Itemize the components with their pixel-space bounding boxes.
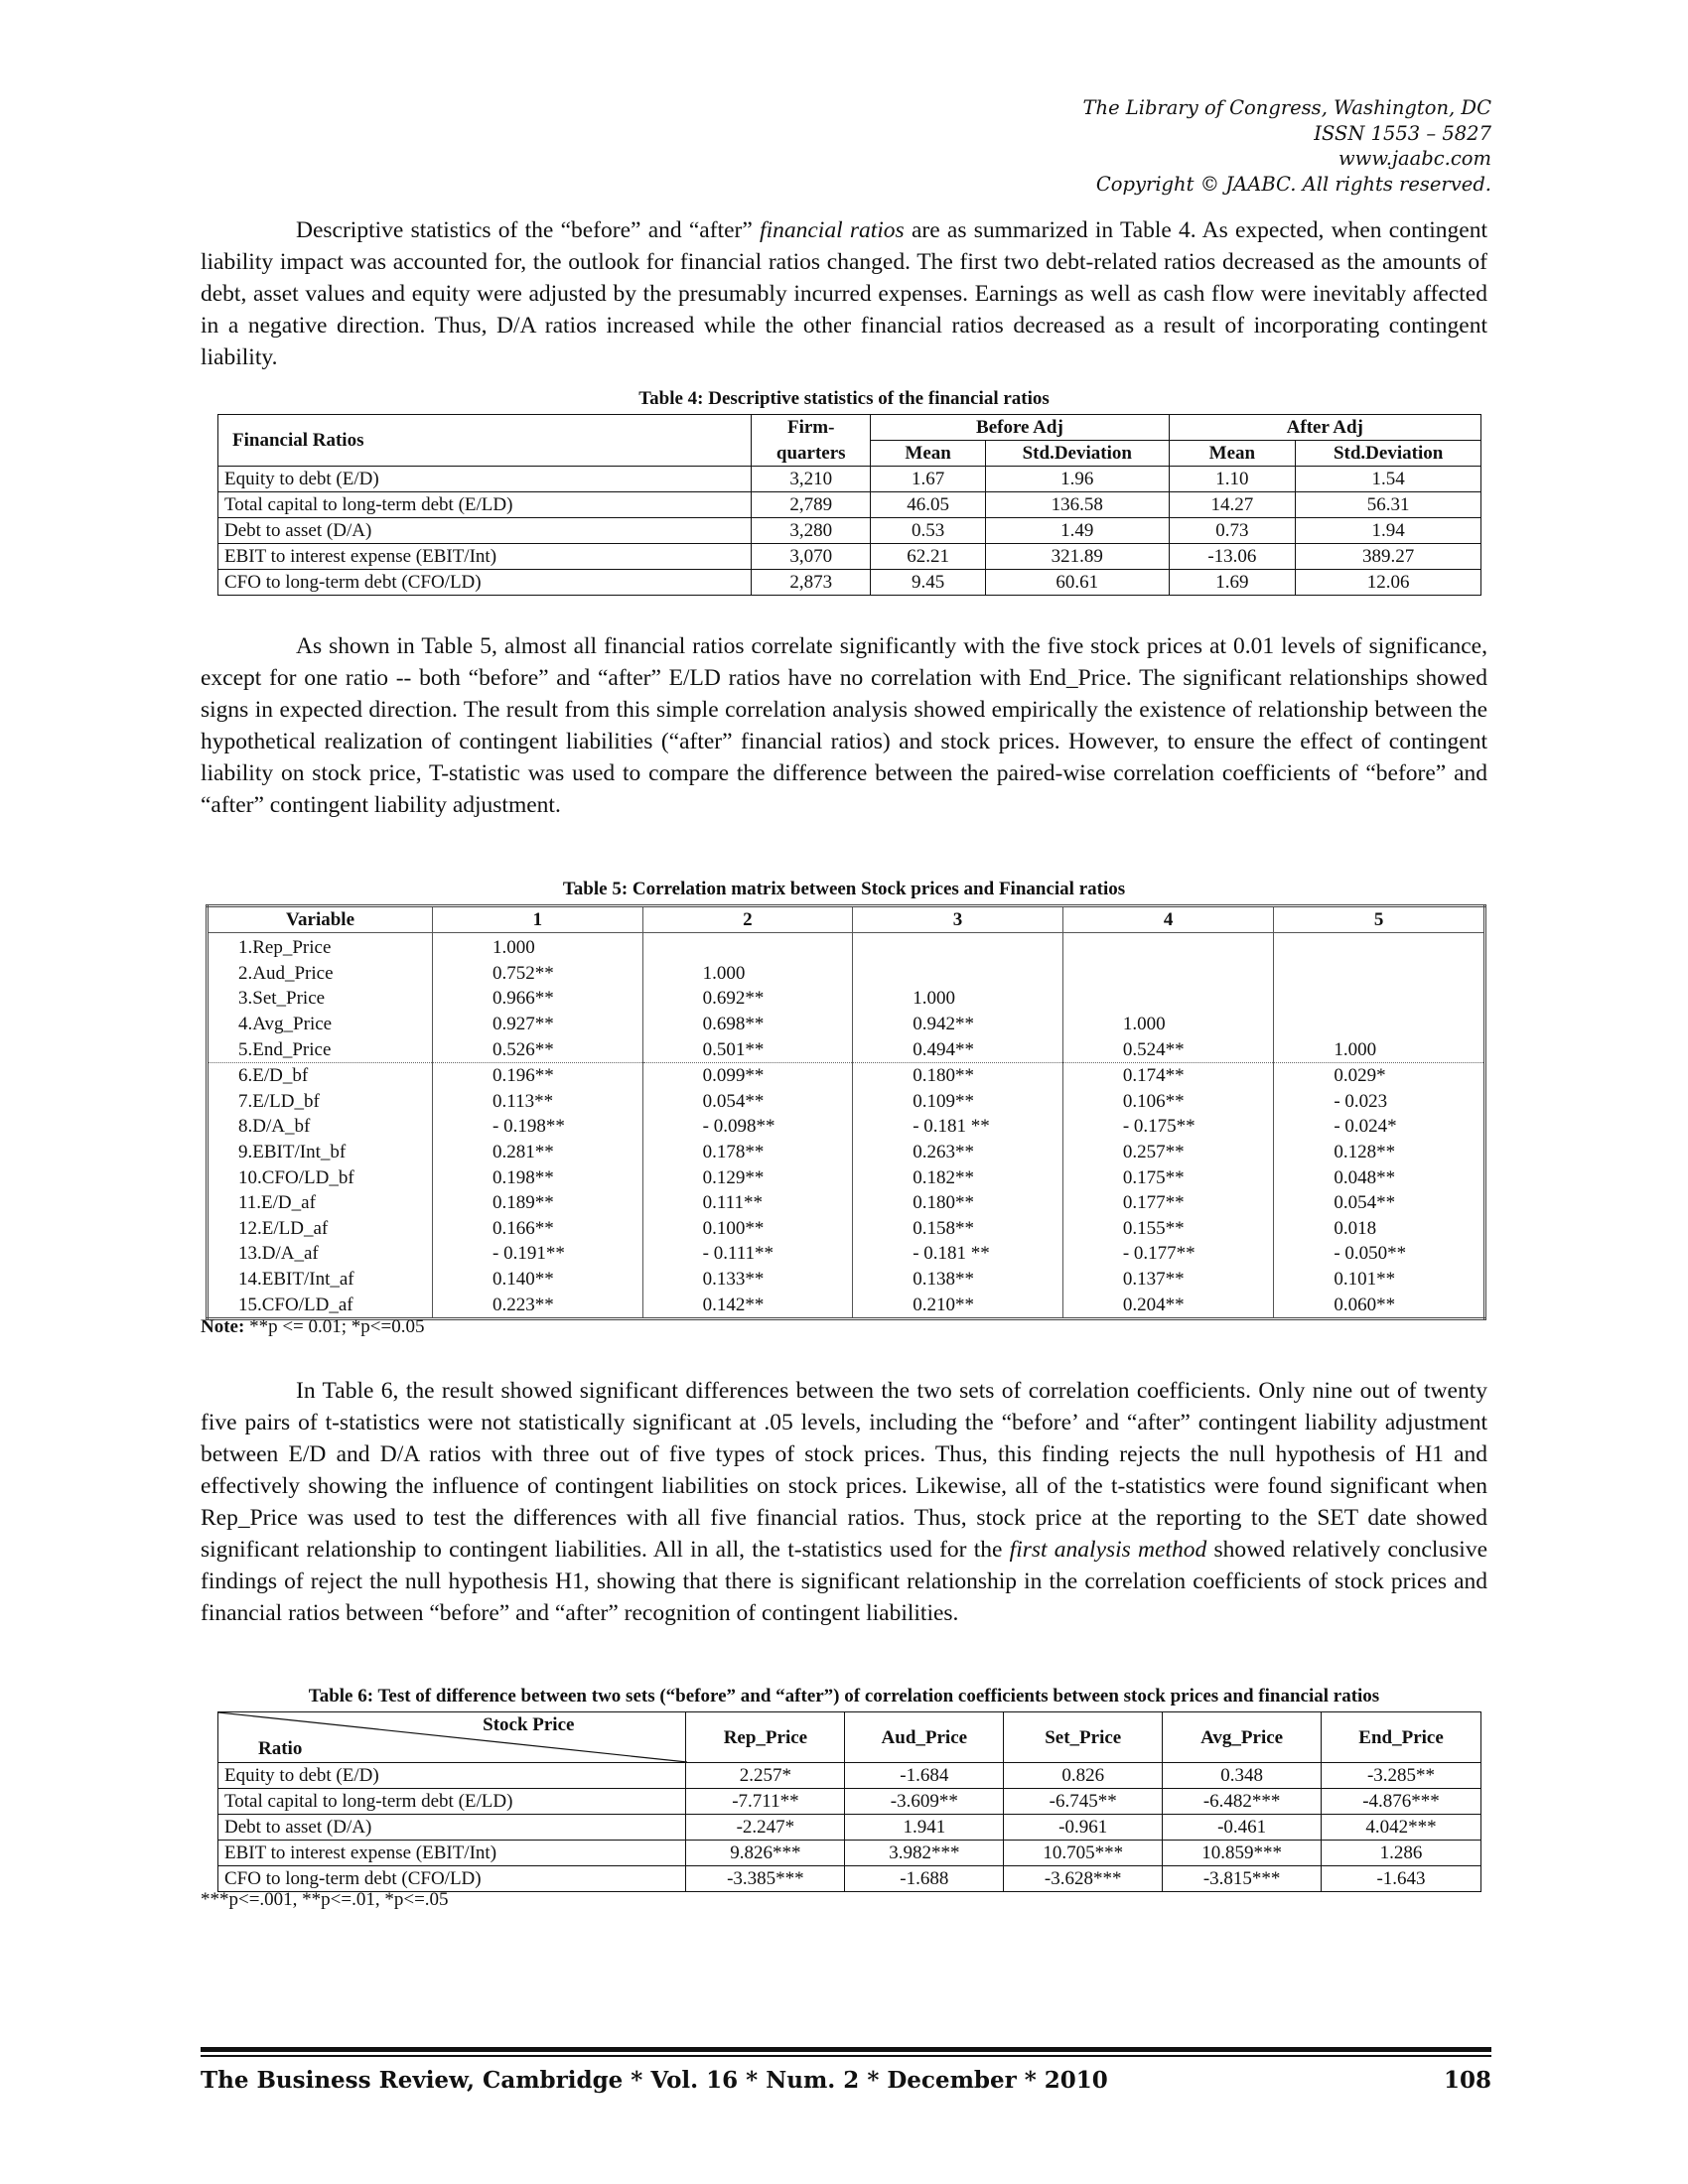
t-statistic-cell: -3.815*** [1163,1866,1322,1892]
correlation-cell: 0.752** [433,961,643,987]
correlation-cell: 0.129** [642,1164,853,1190]
correlation-cell: 0.048** [1274,1164,1485,1190]
ratio-name: Debt to asset (D/A) [218,518,752,544]
correlation-cell: 0.180** [853,1062,1063,1088]
correlation-cell: 0.281** [433,1140,643,1165]
footer-rule-thick [201,2047,1491,2052]
correlation-cell [642,933,853,961]
correlation-cell [853,933,1063,961]
correlation-cell: 0.182** [853,1164,1063,1190]
ratio-name: CFO to long-term debt (CFO/LD) [218,570,752,596]
variable-name: 7.E/LD_bf [208,1089,433,1115]
table-5-header-col-5: 5 [1274,906,1485,933]
header-line-1: The Library of Congress, Washington, DC [1082,96,1491,119]
correlation-cell: 0.257** [1062,1140,1274,1165]
firm-quarters: 3,070 [752,544,871,570]
variable-name: 8.D/A_bf [208,1114,433,1140]
variable-name: 10.CFO/LD_bf [208,1164,433,1190]
table-5-note [201,1316,424,1338]
variable-name: 13.D/A_af [208,1241,433,1267]
before-std: 60.61 [986,570,1170,596]
t-statistic-cell: 1.941 [845,1815,1004,1841]
table-4-caption: Table 4: Descriptive statistics of the financial ratios [638,388,1050,409]
table-row [208,933,1485,961]
correlation-cell [853,961,1063,987]
correlation-cell: 0.526** [433,1036,643,1062]
correlation-cell [1274,986,1485,1012]
table-5-note-label: Note: [201,1316,245,1337]
table-5 [206,904,1486,1320]
variable-name: 9.EBIT/Int_bf [208,1140,433,1165]
correlation-cell: 0.177** [1062,1190,1274,1216]
ratio-name: Total capital to long-term debt (E/LD) [218,492,752,518]
table-4-header-ratio: Financial Ratios [218,415,752,467]
table-4-header-before-std: Std.Deviation [986,441,1170,467]
footer-rule-thin [201,2055,1491,2057]
correlation-cell: - 0.111** [642,1241,853,1267]
correlation-cell [1274,933,1485,961]
t-statistic-cell: 3.982*** [845,1841,1004,1866]
after-mean: 1.10 [1169,467,1296,492]
table-row [208,1114,1485,1140]
variable-name: 6.E/D_bf [208,1062,433,1088]
correlation-cell: 0.174** [1062,1062,1274,1088]
t-statistic-cell: -1.643 [1322,1866,1481,1892]
correlation-cell: 0.142** [642,1292,853,1318]
correlation-cell: 0.054** [1274,1190,1485,1216]
journal-header [1083,95,1492,197]
paragraph-1-text-a: Descriptive statistics of the “before” and “after” [296,217,761,243]
correlation-cell: - 0.098** [642,1114,853,1140]
table-6-caption: Table 6: Test of difference between two sets (“before” and “after”) of correlation coefficients between stock prices and financial ratios [308,1686,1380,1706]
table-4-header-after-mean: Mean [1169,441,1296,467]
t-statistic-cell: 1.286 [1322,1841,1481,1866]
table-row [208,1292,1485,1318]
t-statistic-cell: 0.826 [1004,1763,1163,1789]
correlation-cell: 1.000 [433,933,643,961]
ratio-name: EBIT to interest expense (EBIT/Int) [218,544,752,570]
variable-name: 5.End_Price [208,1036,433,1062]
correlation-cell: 0.180** [853,1190,1063,1216]
t-statistic-cell: -4.876*** [1322,1789,1481,1815]
correlation-cell: - 0.181 ** [853,1114,1063,1140]
after-mean: 0.73 [1169,518,1296,544]
table-6-header-set-price: Set_Price [1004,1712,1163,1763]
table-6-header-end-price: End_Price [1322,1712,1481,1763]
correlation-cell: 0.128** [1274,1140,1485,1165]
t-statistic-cell: 10.859*** [1163,1841,1322,1866]
ratio-name: EBIT to interest expense (EBIT/Int) [218,1841,686,1866]
correlation-cell: 0.698** [642,1012,853,1037]
correlation-cell: 0.494** [853,1036,1063,1062]
firm-quarters: 2,873 [752,570,871,596]
correlation-cell: - 0.050** [1274,1241,1485,1267]
paragraph-1-text-b: are as summarized in Table 4. As expected, when contingent liability impact was accounted for, the outlook for financial ratios changed. The first two debt-related ratios decreased as the amounts of debt, asset values and equity were adjusted by the presumably incurred expenses. Earnings as well as cash flow were inevitably affected in a negative direction. Thus, D/A ratios increased while the other financial ratios decreased as a result of incorporating contingent liability. [201,217,1487,370]
correlation-cell: 0.178** [642,1140,853,1165]
t-statistic-cell: -3.285** [1322,1763,1481,1789]
table-4-header-firm: Firm- [752,415,871,441]
t-statistic-cell: -3.609** [845,1789,1004,1815]
correlation-cell: 0.966** [433,986,643,1012]
table-row [208,961,1485,987]
table-5-body [208,933,1485,1319]
ratio-name: Equity to debt (E/D) [218,467,752,492]
before-mean: 62.21 [871,544,986,570]
variable-name: 11.E/D_af [208,1190,433,1216]
table-row [218,492,1481,518]
correlation-cell: 0.942** [853,1012,1063,1037]
table-row [208,1036,1485,1062]
after-std: 1.54 [1296,467,1481,492]
variable-name: 2.Aud_Price [208,961,433,987]
correlation-cell: 1.000 [642,961,853,987]
correlation-cell: 0.133** [642,1267,853,1293]
t-statistic-cell: -6.482*** [1163,1789,1322,1815]
table-row [218,518,1481,544]
header-line-3: www.jaabc.com [1337,147,1491,170]
correlation-cell: - 0.024* [1274,1114,1485,1140]
t-statistic-cell: -3.628*** [1004,1866,1163,1892]
correlation-cell: 0.138** [853,1267,1063,1293]
before-mean: 0.53 [871,518,986,544]
table-4-header-after: After Adj [1169,415,1480,441]
correlation-cell [1274,1012,1485,1037]
correlation-cell: - 0.198** [433,1114,643,1140]
correlation-cell: 0.927** [433,1012,643,1037]
table-row [208,1012,1485,1037]
variable-name: 1.Rep_Price [208,933,433,961]
table-row [208,1062,1485,1088]
table-row [208,1216,1485,1242]
table-row [208,986,1485,1012]
t-statistic-cell: -0.461 [1163,1815,1322,1841]
table-row [218,1815,1481,1841]
table-row [208,1267,1485,1293]
t-statistic-cell: -2.247* [686,1815,845,1841]
correlation-cell: 0.198** [433,1164,643,1190]
after-std: 56.31 [1296,492,1481,518]
table-5-header-col-1: 1 [433,906,643,933]
table-5-header-col-2: 2 [642,906,853,933]
table-6 [217,1711,1481,1892]
table-5-caption: Table 5: Correlation matrix between Stock prices and Financial ratios [562,879,1126,899]
ratio-name: CFO to long-term debt (CFO/LD) [218,1866,686,1892]
correlation-cell: 0.099** [642,1062,853,1088]
table-4-header-quarters: quarters [752,441,871,467]
t-statistic-cell: 0.348 [1163,1763,1322,1789]
after-mean: -13.06 [1169,544,1296,570]
table-6-header-aud-price: Aud_Price [845,1712,1004,1763]
before-mean: 9.45 [871,570,986,596]
correlation-cell: 1.000 [853,986,1063,1012]
correlation-cell [1062,933,1274,961]
table-row [218,1841,1481,1866]
t-statistic-cell: 2.257* [686,1763,845,1789]
t-statistic-cell: -1.688 [845,1866,1004,1892]
table-4-header-before-mean: Mean [871,441,986,467]
t-statistic-cell: -6.745** [1004,1789,1163,1815]
correlation-cell: 0.113** [433,1089,643,1115]
correlation-cell: 0.263** [853,1140,1063,1165]
table-row [208,1089,1485,1115]
table-6-note: ***p<=.001, **p<=.01, *p<=.05 [201,1889,449,1910]
firm-quarters: 3,280 [752,518,871,544]
table-6-header-rep-price: Rep_Price [686,1712,845,1763]
after-mean: 1.69 [1169,570,1296,596]
firm-quarters: 3,210 [752,467,871,492]
paragraph-1-emphasis: financial ratios [760,217,905,243]
t-statistic-cell: -7.711** [686,1789,845,1815]
firm-quarters: 2,789 [752,492,871,518]
before-std: 1.96 [986,467,1170,492]
correlation-cell: 0.018 [1274,1216,1485,1242]
page-number: 108 [1443,2067,1491,2094]
table-6-header-stock-price: Stock Price [483,1714,575,1735]
after-mean: 14.27 [1169,492,1296,518]
correlation-cell: 0.501** [642,1036,853,1062]
table-5-note-text: **p <= 0.01; *p<=0.05 [244,1316,425,1337]
correlation-cell: - 0.181 ** [853,1241,1063,1267]
correlation-cell: 0.158** [853,1216,1063,1242]
t-statistic-cell: -3.385*** [686,1866,845,1892]
after-std: 12.06 [1296,570,1481,596]
table-5-header-variable: Variable [208,906,433,933]
table-5-header-col-4: 4 [1062,906,1274,933]
table-row [218,1789,1481,1815]
variable-name: 14.EBIT/Int_af [208,1267,433,1293]
t-statistic-cell: 9.826*** [686,1841,845,1866]
footer-journal: The Business Review, Cambridge * Vol. 16 * Num. 2 * December * 2010 [201,2067,1108,2094]
table-row [208,1140,1485,1165]
table-row [218,1763,1481,1789]
variable-name: 15.CFO/LD_af [208,1292,433,1318]
correlation-cell: 0.100** [642,1216,853,1242]
correlation-cell: 0.140** [433,1267,643,1293]
correlation-cell: 0.155** [1062,1216,1274,1242]
correlation-cell: 0.111** [642,1190,853,1216]
correlation-cell: 0.196** [433,1062,643,1088]
table-row [218,570,1481,596]
variable-name: 12.E/LD_af [208,1216,433,1242]
paragraph-3-emphasis: first analysis method [1009,1537,1207,1563]
paragraph-3 [201,1375,1487,1629]
table-row [208,1241,1485,1267]
before-std: 136.58 [986,492,1170,518]
correlation-cell: 1.000 [1274,1036,1485,1062]
paragraph-3-text-b: showed relatively conclusive findings of reject the null hypothesis H1, showing that there is significant relationship in the correlation coefficients of stock prices and financial ratios between “before” and “after” recognition of contingent liabilities. [201,1537,1487,1626]
table-4-header-after-std: Std.Deviation [1296,441,1481,467]
table-6-header-avg-price: Avg_Price [1163,1712,1322,1763]
table-row [218,1866,1481,1892]
table-5-header-col-3: 3 [853,906,1063,933]
correlation-cell: 0.054** [642,1089,853,1115]
table-row [208,1190,1485,1216]
correlation-cell: 0.210** [853,1292,1063,1318]
correlation-cell [1062,986,1274,1012]
paragraph-1 [201,214,1487,373]
correlation-cell: 0.166** [433,1216,643,1242]
correlation-cell [1274,961,1485,987]
correlation-cell: - 0.177** [1062,1241,1274,1267]
after-std: 1.94 [1296,518,1481,544]
correlation-cell: 0.223** [433,1292,643,1318]
t-statistic-cell: 4.042*** [1322,1815,1481,1841]
correlation-cell: 0.060** [1274,1292,1485,1318]
correlation-cell: 0.189** [433,1190,643,1216]
correlation-cell: - 0.023 [1274,1089,1485,1115]
correlation-cell: 1.000 [1062,1012,1274,1037]
table-4 [217,414,1481,596]
correlation-cell: 0.109** [853,1089,1063,1115]
t-statistic-cell: -0.961 [1004,1815,1163,1841]
before-mean: 1.67 [871,467,986,492]
paragraph-2-text: As shown in Table 5, almost all financial ratios correlate significantly with the five stock prices at 0.01 levels of significance, except for one ratio -- both “before” and “after” E/LD ratios have no correlation with End_Price. The significant relationships showed signs in expected direction. The result from this simple correlation analysis showed empirically the existence of relationship between the hypothetical realization of contingent liabilities (“after” financial ratios) and stock prices. However, to ensure the effect of contingent liability on stock price, T-statistic was used to compare the difference between the paired-wise correlation coefficients of “before” and “after” contingent liability adjustment. [201,633,1487,818]
correlation-cell: 0.106** [1062,1089,1274,1115]
paragraph-3-text-a: In Table 6, the result showed significant differences between the two sets of correlation coefficients. Only nine out of twenty five pairs of t-statistics were not statistically significant at .05 levels, including the “before’ and “after” contingent liability adjustment between E/D and D/A ratios with three out of five types of stock prices. Thus, this finding rejects the null hypothesis of H1 and effectively showing the influence of contingent liabilities on stock prices. Likewise, all of the t-statistics were found significant when Rep_Price was used to test the differences with all five financial ratios. Thus, stock price at the reporting to the SET date showed significant relationship to contingent liabilities. All in all, the t-statistics used for the [201,1378,1487,1563]
header-line-2: ISSN 1553 – 5827 [1314,121,1491,145]
after-std: 389.27 [1296,544,1481,570]
correlation-cell: 0.029* [1274,1062,1485,1088]
correlation-cell: 0.204** [1062,1292,1274,1318]
t-statistic-cell: -1.684 [845,1763,1004,1789]
before-std: 321.89 [986,544,1170,570]
table-row [218,467,1481,492]
table-row [208,1164,1485,1190]
correlation-cell: 0.137** [1062,1267,1274,1293]
before-mean: 46.05 [871,492,986,518]
correlation-cell: 0.175** [1062,1164,1274,1190]
correlation-cell: - 0.191** [433,1241,643,1267]
ratio-name: Total capital to long-term debt (E/LD) [218,1789,686,1815]
variable-name: 4.Avg_Price [208,1012,433,1037]
table-4-header-before: Before Adj [871,415,1169,441]
table-6-header-diagonal [218,1712,686,1763]
t-statistic-cell: 10.705*** [1004,1841,1163,1866]
ratio-name: Equity to debt (E/D) [218,1763,686,1789]
correlation-cell [1062,961,1274,987]
correlation-cell: 0.692** [642,986,853,1012]
correlation-cell: 0.524** [1062,1036,1274,1062]
ratio-name: Debt to asset (D/A) [218,1815,686,1841]
before-std: 1.49 [986,518,1170,544]
correlation-cell: - 0.175** [1062,1114,1274,1140]
header-line-4: Copyright © JAABC. All rights reserved. [1095,172,1491,196]
paragraph-2 [201,630,1487,821]
table-6-body [218,1763,1481,1892]
table-row [218,544,1481,570]
correlation-cell: 0.101** [1274,1267,1485,1293]
variable-name: 3.Set_Price [208,986,433,1012]
table-6-header-ratio: Ratio [258,1738,303,1759]
